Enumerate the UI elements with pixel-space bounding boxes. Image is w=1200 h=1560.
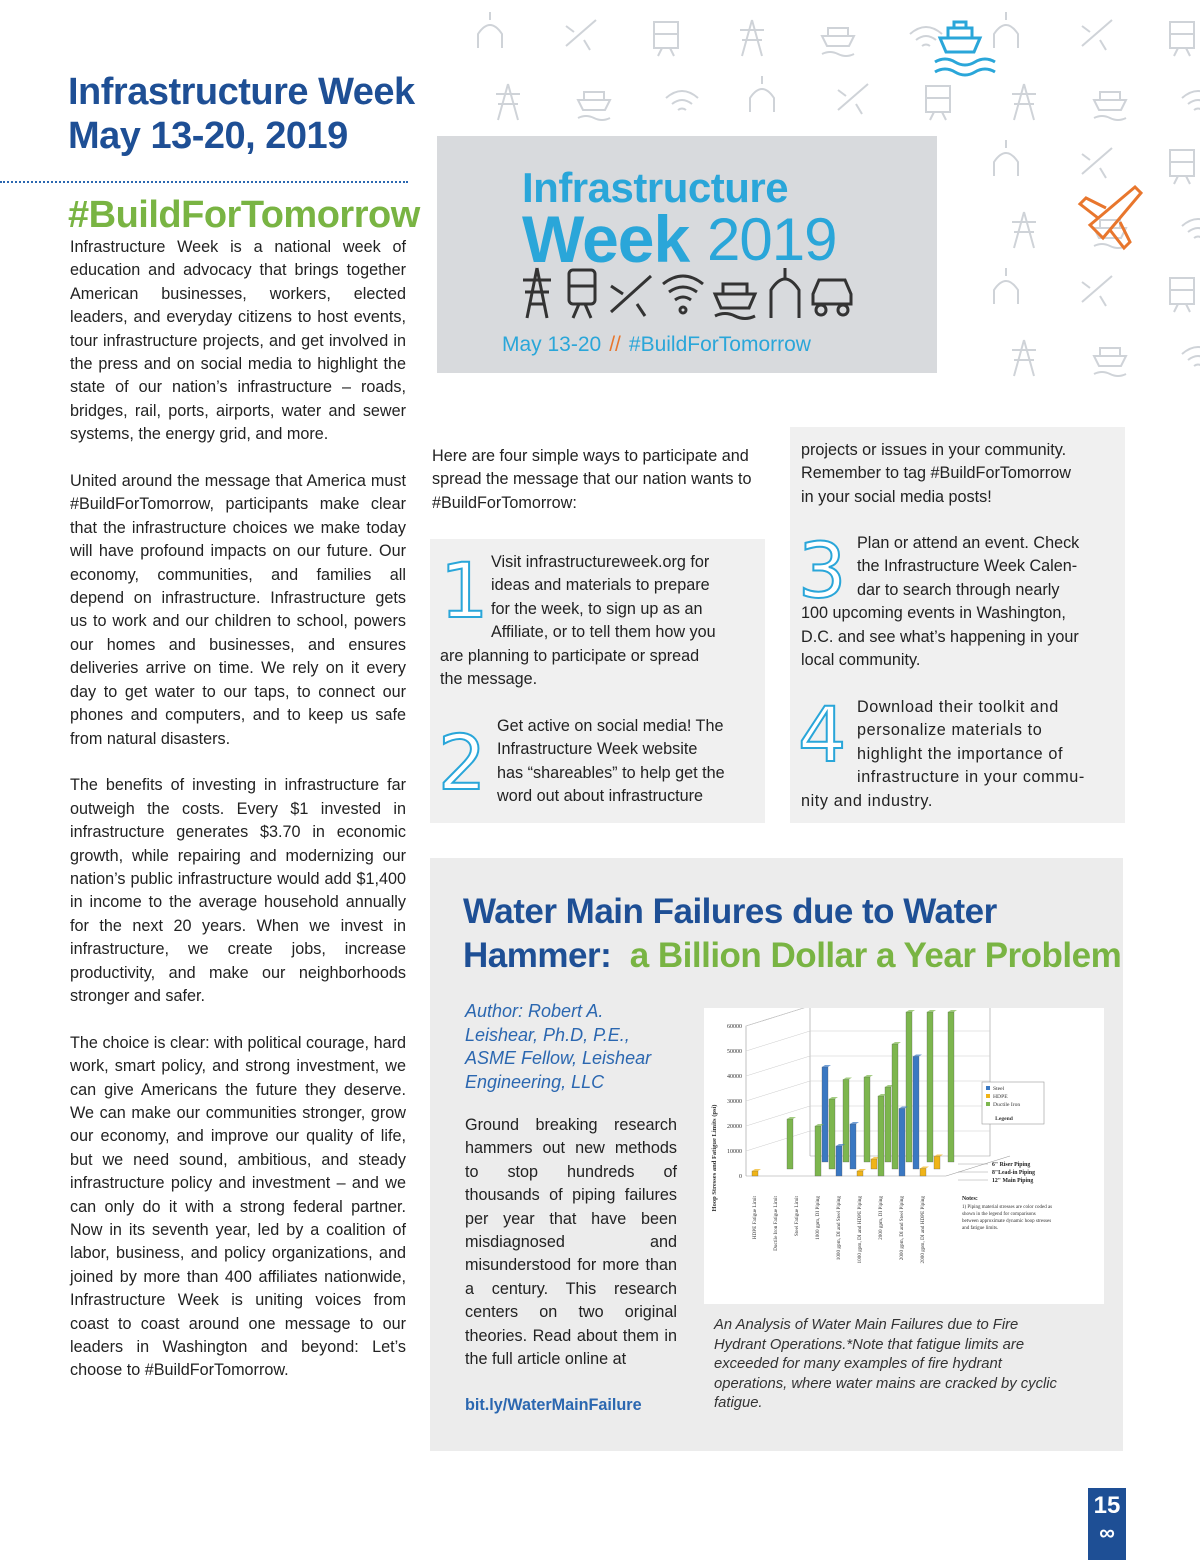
depth-labels [958, 1162, 1035, 1184]
pattern-icon [1170, 150, 1194, 184]
pattern-icon [926, 86, 950, 120]
bar-top [857, 1169, 866, 1171]
text-line: D.C. and see what’s happening in your [801, 627, 1079, 646]
text-line: local community. [801, 651, 921, 669]
pattern-icon [1170, 278, 1194, 312]
bar-top [906, 1010, 915, 1012]
depth-label: 8"Lead-in Piping [992, 1170, 1036, 1176]
chart-svg [704, 1008, 1104, 1304]
step-4-text [857, 696, 1085, 790]
text-line: nity and industry. [801, 791, 933, 810]
banner-hashtag: #BuildForTomorrow [628, 333, 811, 356]
stress-chart [704, 1008, 1104, 1304]
bar [822, 1067, 828, 1162]
pattern-icon [496, 84, 520, 120]
article-lead: Ground breaking research hammers out new methods to stop hundreds of thousands of piping failures per year that have been misdiagnosed and misunderstood for more than a century. This research centers on two original theories. Read about them in the full article online at [465, 1116, 677, 1369]
y-tick-label: 0 [739, 1174, 742, 1180]
pattern-icon [1012, 340, 1036, 376]
pattern-icon [740, 20, 764, 56]
bar [857, 1171, 863, 1176]
text-line: projects or issues in your community. [801, 441, 1067, 459]
chart-caption: An Analysis of Water Main Failures due to Fire Hydrant Operations.*Note that fatigue limits are exceeded for many examples of fire hydrant operations, where water mains are cracked by cyclic fatigue. [714, 1317, 1057, 1412]
step-2-text [497, 715, 725, 809]
article-title-blue: Water Main Failures due to Water Hammer: [463, 892, 997, 975]
banner-dates: May 13-20 [502, 333, 602, 356]
bar [948, 1012, 954, 1162]
logo-line-1: Infrastructure [522, 164, 789, 211]
article-link[interactable]: bit.ly/WaterMainFailure [465, 1396, 642, 1414]
bar-top [787, 1117, 796, 1119]
pattern-icon [822, 28, 854, 56]
bar [927, 1012, 933, 1162]
legend-swatch [986, 1102, 990, 1106]
pattern-icon [1082, 148, 1112, 178]
legend-entry: Steel [993, 1086, 1005, 1092]
pattern-icon [666, 91, 698, 110]
pattern-icon [994, 268, 1018, 304]
text-line: Infrastructure Week website [497, 740, 698, 759]
tips-box-left [430, 539, 765, 823]
logo-icon-row [519, 264, 859, 322]
notes-line: 1) Piping material stresses are color coded as [962, 1205, 1053, 1210]
bar-top [864, 1075, 873, 1077]
article-panel [430, 858, 1123, 1451]
legend-swatch [986, 1094, 990, 1098]
text-line: the message. [440, 670, 538, 688]
pattern-icon [1094, 92, 1126, 120]
text-line: highlight the importance of [857, 744, 1064, 763]
bridge-icon [771, 268, 799, 318]
step-1-text-cont [440, 645, 699, 692]
bar [850, 1124, 856, 1169]
text-line: Visit infrastructureweek.org for [491, 553, 710, 571]
y-tick-label: 30000 [727, 1099, 742, 1105]
paragraph: The benefits of investing in infrastructure far outweigh the costs. Every $1 invested in infrastructure generates $3.70 in economic growth, while repairing and modernizing our nation’s public infrastructure would add $1,400 in income to the average household annually for the next 20 years. When we invest in infrastructure, we create jobs, increase productivity, and make our neighborhoods stronger and safer. [70, 776, 406, 1005]
bar-top [752, 1169, 761, 1171]
author-line: Leishear, Ph.D, P.E., [465, 1024, 630, 1045]
legend-swatch [986, 1086, 990, 1090]
text-line: are planning to participate or spread [440, 646, 700, 665]
bar-top [822, 1065, 831, 1067]
pattern-icon [654, 22, 678, 56]
text-line: 100 upcoming events in Washington, [801, 604, 1066, 623]
bar [906, 1012, 912, 1162]
left-column-body [70, 236, 406, 1406]
hashtag-heading: #BuildForTomorrow [68, 194, 420, 236]
text-line: Remember to tag #BuildForTomorrow [801, 464, 1071, 483]
depth-label: 12" Main Piping [992, 1178, 1034, 1184]
pattern-icon [994, 12, 1018, 48]
x-tick-label: Ductile Iron Fatigue Limit [773, 1196, 779, 1251]
tips-box-right [790, 427, 1125, 823]
pattern-icon [1082, 20, 1112, 50]
y-tick-label: 60000 [727, 1024, 742, 1030]
step-1-text [491, 551, 716, 645]
step-number-3: 3 [798, 526, 847, 615]
pattern-icon [1182, 219, 1200, 238]
x-tick-label: 1000 gpm, DI and HDPE Piping [857, 1196, 863, 1264]
y-tick-label: 40000 [727, 1074, 742, 1080]
bar [934, 1157, 940, 1170]
pattern-icon [1182, 347, 1200, 366]
title-line-1: Infrastructure Week [68, 71, 415, 113]
author-line: Engineering, LLC [465, 1071, 605, 1092]
step-number-2: 2 [438, 718, 487, 807]
page-number-tab [1088, 1488, 1126, 1560]
dotted-divider [0, 181, 408, 183]
infinity-icon: ∞ [1099, 1520, 1115, 1545]
pattern-icon [838, 84, 868, 114]
pattern-icon [1012, 212, 1036, 248]
legend-entry: HDPE [993, 1094, 1008, 1100]
pattern-icon [478, 12, 502, 48]
pattern-icon [1094, 348, 1126, 376]
notes-line: and fatigue limits. [962, 1226, 999, 1231]
bar [899, 1109, 905, 1177]
notes-line: between approximate dynamic hoop stresses [962, 1219, 1052, 1224]
text-line: personalize materials to [857, 721, 1043, 740]
y-tick-label: 10000 [727, 1149, 742, 1155]
bar [871, 1159, 877, 1169]
banner-separator: // [609, 333, 621, 356]
text-line: word out about infrastructure [497, 787, 704, 806]
step-2-text-cont [801, 439, 1071, 509]
legend-entry: Ductile Iron [993, 1102, 1021, 1108]
paragraph: United around the message that America must #BuildForTomorrow, participants make clear that the infrastructure choices we make today will have profound impacts on our future. Our economy, communities, and families all depend on infrastructure. Infrastructure gets us to work and our children to school, powers our homes and businesses, and ensures deliveries arrive on time. We rely on it every day to get water to our taps, to connect our phones and computers, and to keep us safe from natural disasters. [70, 472, 406, 748]
legend-title: Legend [995, 1116, 1013, 1122]
text-line: the Infrastructure Week Calen- [857, 557, 1078, 576]
paragraph: Infrastructure Week is a national week of education and advocacy that brings together American businesses, workers, elected leaders, and everyday citizens to host events, tour infrastructure projects, and get involved in the press and on social media to highlight the state of our nation’s infrastructure – roads, bridges, rail, ports, airports, water and sewer systems, the energy grid, and more. [70, 238, 406, 444]
ship-icon [715, 284, 755, 319]
x-tick-label: 2000 gpm, DI and Steel Piping [899, 1196, 905, 1261]
bar [878, 1096, 884, 1176]
notes-title: Notes: [962, 1196, 978, 1202]
bar [864, 1077, 870, 1162]
ship-icon [935, 22, 995, 75]
text-line: Get active on social media! The [497, 717, 724, 735]
train-icon [569, 270, 595, 318]
bar-top [892, 1042, 901, 1044]
bar [815, 1126, 821, 1176]
x-tick-labels [752, 1195, 926, 1263]
bar [752, 1171, 758, 1176]
text-line: Download their toolkit and [857, 698, 1059, 716]
text-line: for the week, to sign up as an [491, 599, 703, 618]
x-tick-label: 1000 gpm, DI and Steel Piping [836, 1196, 842, 1261]
pattern-icon [1082, 276, 1112, 306]
text-line: infrastructure in your commu- [857, 768, 1085, 787]
page-title [68, 70, 428, 158]
bar [892, 1044, 898, 1169]
banner-subtitle [502, 333, 811, 357]
bar-top [850, 1122, 859, 1124]
pattern-icon [750, 76, 774, 112]
ways-intro: Here are four simple ways to participate and spread the message that our nation wants to #BuildForTomorrow: [432, 447, 752, 512]
article-title-green: a Billion Dollar a Year Problem [629, 936, 1122, 975]
author-line: Author: Robert A. [465, 1001, 604, 1021]
chart-legend [982, 1082, 1044, 1124]
author-line: ASME Fellow, Leishear [465, 1048, 652, 1069]
notes-line: shown in the legend for comparisons [962, 1212, 1036, 1217]
bar [843, 1080, 849, 1163]
text-line: in your social media posts! [801, 487, 992, 506]
text-line: Plan or attend an event. Check [857, 534, 1080, 552]
step-3-text-cont [801, 602, 1079, 672]
pattern-icon [1012, 84, 1036, 120]
power-tower-icon [523, 268, 551, 318]
pattern-icon [578, 92, 610, 120]
x-tick-label: 1000 gpm, DI Piping [815, 1196, 821, 1240]
x-tick-label: Steel Fatigue Limit [794, 1196, 800, 1237]
text-line: ideas and materials to prepare [491, 576, 710, 595]
chart-notes [962, 1196, 1052, 1231]
chart-bars [752, 1010, 957, 1176]
bar-top [829, 1097, 838, 1099]
article-author [465, 1000, 680, 1094]
title-line-2: May 13-20, 2019 [68, 115, 348, 157]
pattern-icon [910, 27, 942, 46]
y-tick-label: 20000 [727, 1124, 742, 1130]
article-title [463, 890, 1123, 978]
wifi-icon [663, 276, 703, 313]
step-3-text [857, 532, 1079, 602]
pattern-icon [1170, 22, 1194, 56]
depth-label: 6" Riser Piping [992, 1162, 1031, 1168]
bar-top [948, 1010, 957, 1012]
bar-top [843, 1078, 852, 1080]
text-line: has “shareables” to help get the [497, 763, 725, 782]
bar [787, 1119, 793, 1169]
pattern-icon [1182, 91, 1200, 110]
x-tick-label: 2000 gpm, DI Piping [878, 1196, 884, 1240]
step-4-text-cont [801, 790, 933, 813]
car-icon [813, 280, 851, 315]
bar [920, 1169, 926, 1177]
paragraph: The choice is clear: with political courage, hard work, smart policy, and strong investment, we can give Americans the future they deserve. We can make our communities stronger, grow our economy, and improve our quality of life, but we need sound, ambitious, and steady infrastructure policy and investment – and we can only do it with a strong federal partner. Now in its seventh year, led by a coalition of labor, business, and policy organizations, and joined by more than 400 affiliates nationwide, Infrastructure Week is uniting voices from coast to coast around one message to our leaders in Washington and beyond: Let’s choose to #BuildForTomorrow. [70, 1033, 406, 1380]
logo-line-2: Week [522, 202, 690, 276]
pattern-icon [566, 20, 596, 50]
bar [836, 1146, 842, 1176]
bar-top [927, 1010, 936, 1012]
chart-wall [746, 1008, 810, 1176]
logo-year: 2019 [707, 206, 837, 273]
bar [885, 1087, 891, 1162]
infrastructure-week-logo-banner [437, 136, 937, 373]
airplane-icon [611, 276, 651, 316]
text-line: Affiliate, or to tell them how you [491, 623, 716, 642]
bar-top [920, 1167, 929, 1169]
y-tick-labels [727, 1024, 742, 1180]
page-number: 15 [1093, 1492, 1121, 1519]
pattern-icon [994, 140, 1018, 176]
y-axis-label: Hoop Stresses and Fatigue Limits (psi) [711, 1104, 718, 1212]
bar [913, 1057, 919, 1170]
step-number-4: 4 [798, 690, 847, 779]
y-tick-label: 50000 [727, 1049, 742, 1055]
text-line: dar to search through nearly [857, 580, 1060, 599]
x-tick-label: HDPE Fatigue Limit [752, 1196, 758, 1240]
step-number-1: 1 [440, 546, 489, 635]
x-tick-label: 2000 gpm, DI and HDPE Piping [920, 1196, 926, 1264]
bar [829, 1099, 835, 1169]
